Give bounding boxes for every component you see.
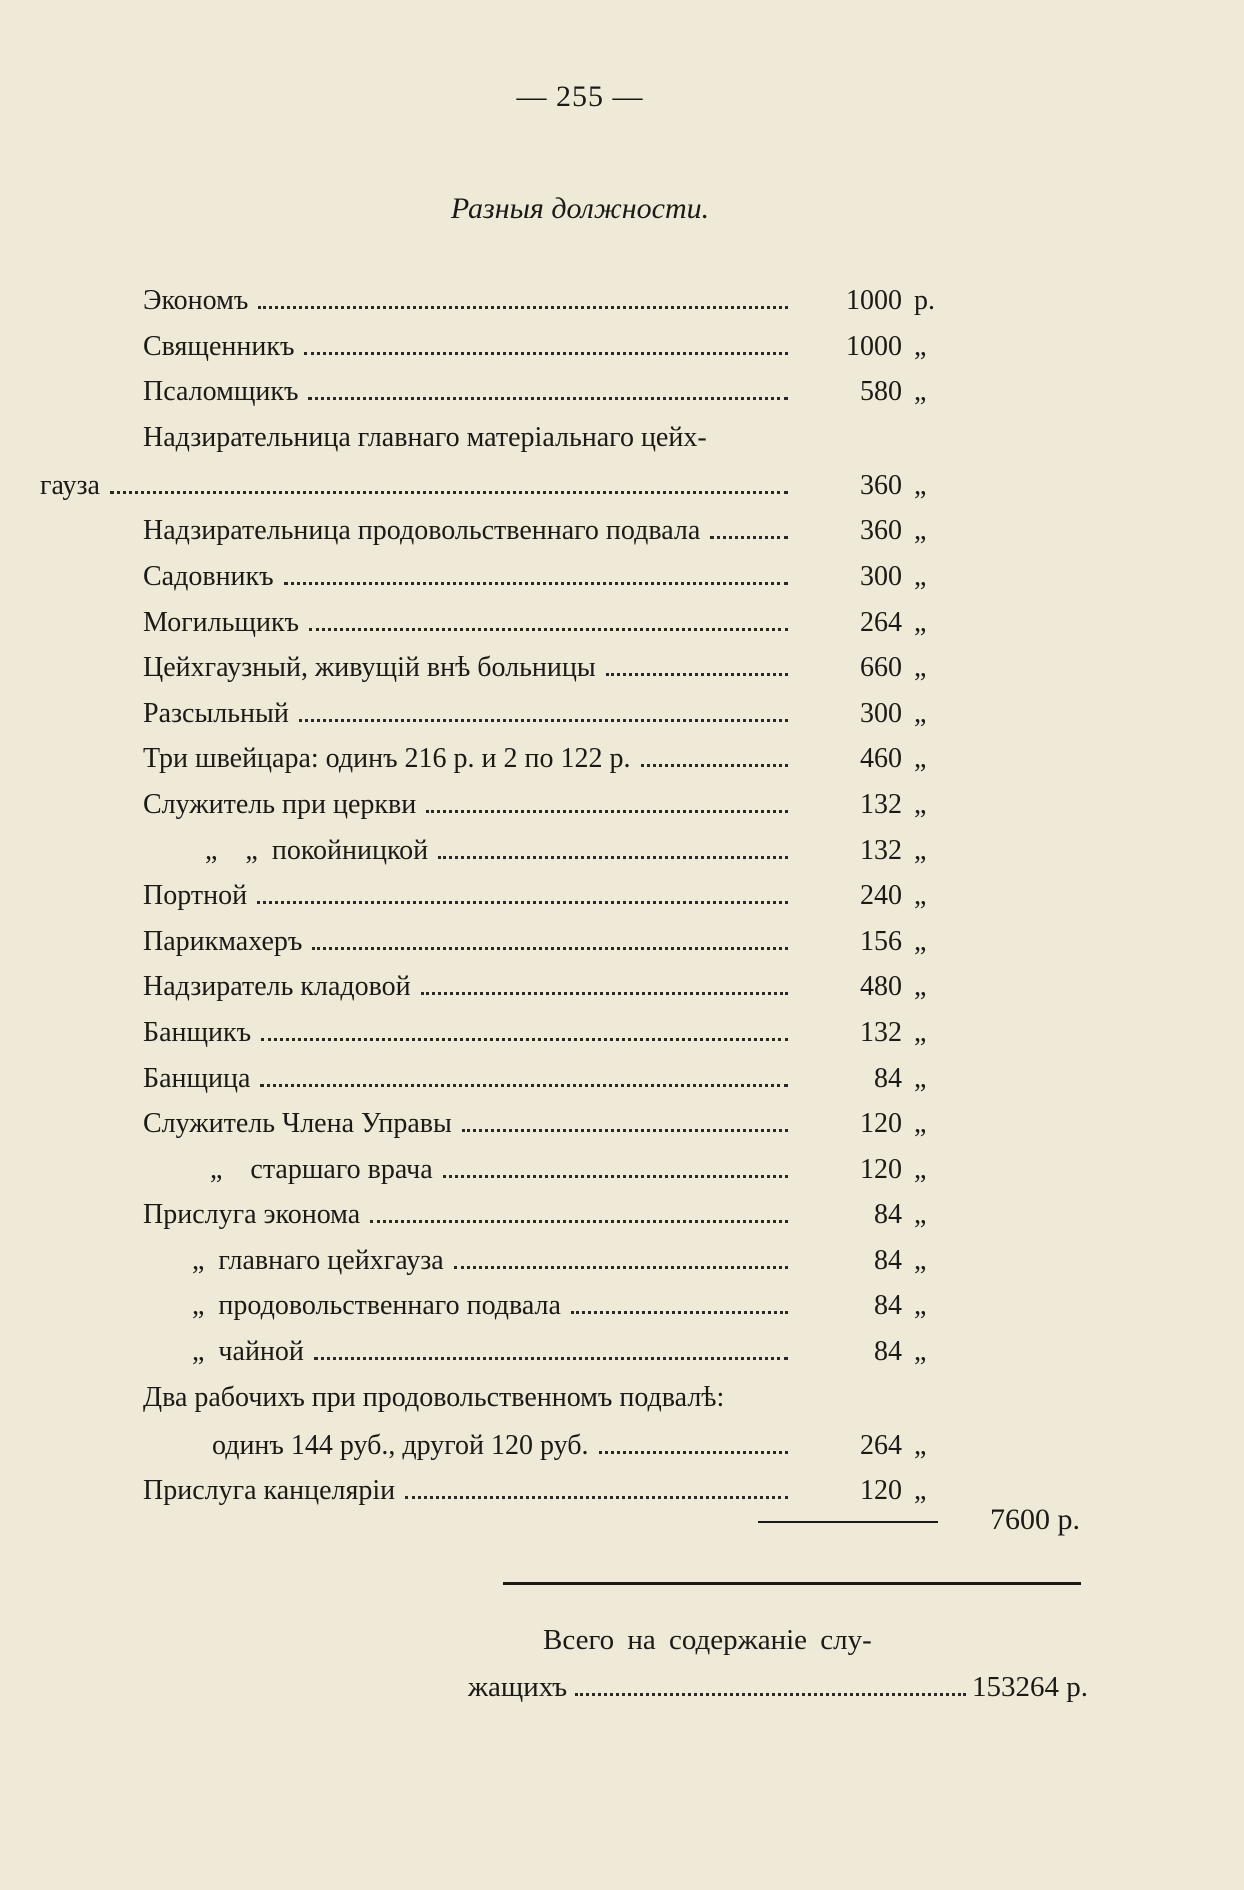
entries-list	[0, 278, 1244, 1514]
leader-dots	[314, 1357, 788, 1360]
list-item	[0, 1423, 1244, 1469]
leader-dots	[575, 1693, 966, 1696]
list-item	[0, 919, 1244, 965]
entry-amount: 460	[860, 743, 902, 775]
list-item	[0, 369, 1244, 415]
entry-unit: „	[914, 1244, 927, 1276]
leader-dots	[308, 397, 788, 400]
entry-amount: 132	[860, 788, 902, 820]
list-item	[0, 736, 1244, 782]
list-item	[0, 324, 1244, 370]
entry-unit: „	[914, 515, 927, 547]
entry-amount: 120	[860, 1153, 902, 1185]
grand-total-amount: 153264 р.	[972, 1671, 1088, 1703]
entry-label: Могильщикъ	[143, 606, 300, 638]
entry-amount: 1000	[846, 285, 902, 316]
entry-unit: „	[914, 1475, 927, 1507]
entry-amount: 84	[874, 1290, 902, 1322]
list-item	[0, 691, 1244, 737]
leader-dots	[454, 1266, 788, 1269]
leader-dots	[110, 491, 788, 494]
grand-total-caption: Всего на содержаніе слу-	[543, 1624, 872, 1656]
list-item	[0, 1375, 1244, 1423]
entry-label: Служитель при церкви	[143, 788, 417, 820]
entry-amount: 660	[860, 652, 902, 684]
entry-unit: „	[914, 880, 927, 912]
leader-dots	[299, 719, 788, 722]
entry-unit: „	[914, 788, 927, 820]
entry-amount: 240	[860, 880, 902, 912]
entry-amount: 300	[860, 560, 902, 592]
entry-unit: „	[914, 1429, 927, 1461]
entry-label: Банщикъ	[143, 1016, 252, 1048]
entry-label: „ старшаго врача	[210, 1153, 433, 1185]
list-item	[0, 1283, 1244, 1329]
entry-amount: 264	[860, 606, 902, 638]
entry-label: одинъ 144 руб., другой 120 руб.	[212, 1429, 589, 1461]
leader-dots	[606, 673, 788, 676]
entry-unit: „	[914, 606, 927, 638]
entry-amount: 264	[860, 1429, 902, 1461]
leader-dots	[421, 992, 788, 995]
entry-amount: 1000	[846, 330, 902, 362]
entry-unit: „	[914, 697, 927, 729]
entry-unit: „	[914, 1199, 927, 1231]
entry-label: Цейхгаузный, живущій внѣ больницы	[143, 652, 596, 684]
entry-label: Два рабочихъ при продовольственномъ подвалѣ:	[143, 1381, 725, 1413]
entry-amount: 120	[860, 1475, 902, 1507]
leader-dots	[426, 810, 788, 813]
list-item	[0, 278, 1244, 324]
entry-label: Прислуга эконома	[143, 1199, 361, 1231]
entry-label: Надзирательница продовольственнаго подвала	[143, 515, 701, 547]
entry-label: Банщица	[143, 1062, 251, 1094]
leader-dots	[258, 306, 788, 309]
entry-label: гауза	[40, 469, 100, 501]
entry-unit: „	[914, 1290, 927, 1322]
page-number: — 255 —	[516, 80, 644, 113]
entry-label: Экономъ	[143, 285, 249, 316]
entry-label: Служитель Члена Управы	[143, 1108, 452, 1140]
leader-dots	[284, 582, 788, 585]
leader-dots	[260, 1084, 788, 1087]
entry-label: Садовникъ	[143, 560, 274, 592]
entry-unit: „	[914, 330, 927, 362]
entry-unit: „	[914, 652, 927, 684]
entry-amount: 84	[874, 1062, 902, 1094]
list-item	[0, 782, 1244, 828]
grand-total-label: жащихъ	[468, 1671, 568, 1703]
list-item	[0, 1101, 1244, 1147]
entry-unit: „	[914, 743, 927, 775]
leader-dots	[312, 947, 788, 950]
entry-amount: 84	[874, 1336, 902, 1368]
entry-label: „ главнаго цейхгауза	[192, 1244, 444, 1276]
list-item	[0, 1056, 1244, 1102]
list-item	[0, 1192, 1244, 1238]
entry-unit: „	[914, 834, 927, 866]
leader-dots	[370, 1220, 788, 1223]
list-item	[0, 1010, 1244, 1056]
entry-unit: „	[914, 1336, 927, 1368]
list-item	[0, 828, 1244, 874]
subtotal: 7600 р.	[990, 1503, 1080, 1536]
leader-dots	[462, 1129, 788, 1132]
list-item	[0, 964, 1244, 1010]
list-item	[0, 463, 1244, 509]
leader-dots	[710, 536, 788, 539]
list-item	[0, 600, 1244, 646]
entry-label: Портной	[143, 880, 248, 912]
leader-dots	[257, 901, 788, 904]
entry-label: „ чайной	[192, 1336, 304, 1368]
entry-amount: 360	[860, 515, 902, 547]
entry-amount: 84	[874, 1244, 902, 1276]
leader-dots	[641, 764, 788, 767]
list-item	[0, 554, 1244, 600]
leader-dots	[261, 1038, 788, 1041]
list-item	[0, 1329, 1244, 1375]
entry-unit: „	[914, 560, 927, 592]
entry-unit: „	[914, 971, 927, 1003]
entry-amount: 360	[860, 469, 902, 501]
entry-amount: 300	[860, 697, 902, 729]
entry-label: Надзиратель кладовой	[143, 971, 411, 1003]
entry-unit: „	[914, 376, 927, 408]
entry-amount: 580	[860, 376, 902, 408]
entry-unit: „	[914, 1153, 927, 1185]
grand-total-rule	[503, 1582, 1081, 1585]
list-item	[0, 645, 1244, 691]
entry-label: Надзирательница главнаго матеріальнаго цейх-	[143, 421, 707, 453]
entry-amount: 480	[860, 971, 902, 1003]
entry-label: Священникъ	[143, 330, 295, 362]
list-item	[0, 873, 1244, 919]
subtotal-rule	[758, 1521, 938, 1523]
entry-amount: 84	[874, 1199, 902, 1231]
entry-label: Три швейцара: одинъ 216 р. и 2 по 122 р.	[143, 743, 631, 775]
entry-label: Парикмахеръ	[143, 925, 303, 957]
leader-dots	[438, 856, 788, 859]
entry-unit: „	[914, 1062, 927, 1094]
entry-amount: 132	[860, 1016, 902, 1048]
section-title: Разныя должности.	[450, 192, 710, 225]
leader-dots	[309, 628, 788, 631]
entry-amount: 120	[860, 1108, 902, 1140]
entry-amount: 156	[860, 925, 902, 957]
list-item	[0, 1238, 1244, 1284]
entry-unit: „	[914, 925, 927, 957]
entry-unit: „	[914, 469, 927, 501]
entry-label: Прислуга канцеляріи	[143, 1475, 396, 1507]
leader-dots	[304, 352, 788, 355]
entry-amount: 132	[860, 834, 902, 866]
entry-label: „ продовольственнаго подвала	[192, 1290, 561, 1322]
entry-label: Псаломщикъ	[143, 376, 299, 408]
list-item	[0, 508, 1244, 554]
entry-label: „ „ покойницкой	[205, 834, 429, 866]
grand-total-line	[468, 1671, 1088, 1705]
list-item	[0, 415, 1244, 463]
leader-dots	[599, 1451, 788, 1454]
leader-dots	[405, 1496, 788, 1499]
entry-label: Разсыльный	[143, 697, 289, 729]
entry-unit: „	[914, 1108, 927, 1140]
entry-unit: „	[914, 1016, 927, 1048]
leader-dots	[571, 1311, 788, 1314]
leader-dots	[443, 1175, 788, 1178]
entry-unit: р.	[914, 285, 935, 316]
list-item	[0, 1147, 1244, 1193]
